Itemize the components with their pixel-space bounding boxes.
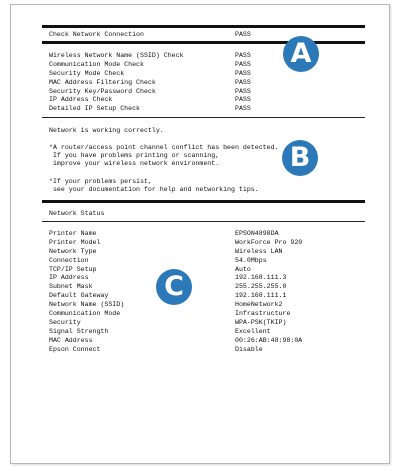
status-row: Printer Model WorkForce Pro 920 — [49, 238, 303, 246]
status-top-rule — [42, 200, 365, 203]
status-row: Security WPA-PSK(TKIP) — [49, 318, 287, 326]
status-title-rule — [42, 221, 365, 222]
callout-c-badge: C — [156, 269, 192, 305]
status-row: Epson Connect Disable — [49, 345, 263, 353]
status-row: Printer Name EPSON4898DA — [49, 230, 279, 237]
persist-message: *If your problems persist, see your documentation for help and networking tips. — [49, 178, 259, 193]
check-row: Detailed IP Setup Check PASS — [49, 105, 251, 113]
callout-a-badge: A — [283, 36, 319, 72]
conflict-message: *A router/access point channel conflict has been detected. If you have problems printing or scanning, improve your wireless network environment. — [49, 144, 279, 167]
status-row: Network Type Wireless LAN — [49, 247, 283, 255]
status-row: MAC Address 00:26:AB:48:98:0A — [49, 336, 303, 344]
top-rule — [42, 25, 365, 28]
network-status-title: Network Status — [49, 210, 105, 217]
check-row: Security Mode Check PASS — [49, 69, 251, 77]
check-row: Communication Mode Check PASS — [49, 60, 251, 68]
callout-b-badge: B — [282, 140, 318, 176]
check-row: Security Key/Password Check PASS — [49, 87, 251, 95]
header-rule — [42, 41, 365, 44]
network-status-list — [49, 230, 303, 354]
status-row: Connection 54.0Mbps — [49, 256, 267, 264]
status-row: Signal Strength Excellent — [49, 327, 271, 335]
check-row: Wireless Network Name (SSID) Check PASS — [49, 52, 251, 59]
status-row: Subnet Mask 255.255.255.0 — [49, 283, 287, 291]
check-header-label: Check Network Connection — [49, 31, 144, 38]
section-divider — [42, 117, 365, 118]
status-row: Network Name (SSID) HomeNetwork2 — [49, 301, 283, 309]
network-status-sheet — [10, 4, 390, 464]
status-row: IP Address 192.168.111.3 — [49, 274, 287, 282]
status-row: Communication Mode Infrastructure — [49, 310, 291, 318]
check-row: IP Address Check PASS — [49, 96, 251, 104]
status-row: TCP/IP Setup Auto — [49, 265, 251, 273]
check-row: MAC Address Filtering Check PASS — [49, 78, 251, 86]
check-header-result: PASS — [235, 31, 251, 38]
status-row: Default Gateway 192.168.111.1 — [49, 292, 287, 300]
status-message: Network is working correctly. — [49, 127, 164, 134]
check-list — [49, 52, 251, 114]
